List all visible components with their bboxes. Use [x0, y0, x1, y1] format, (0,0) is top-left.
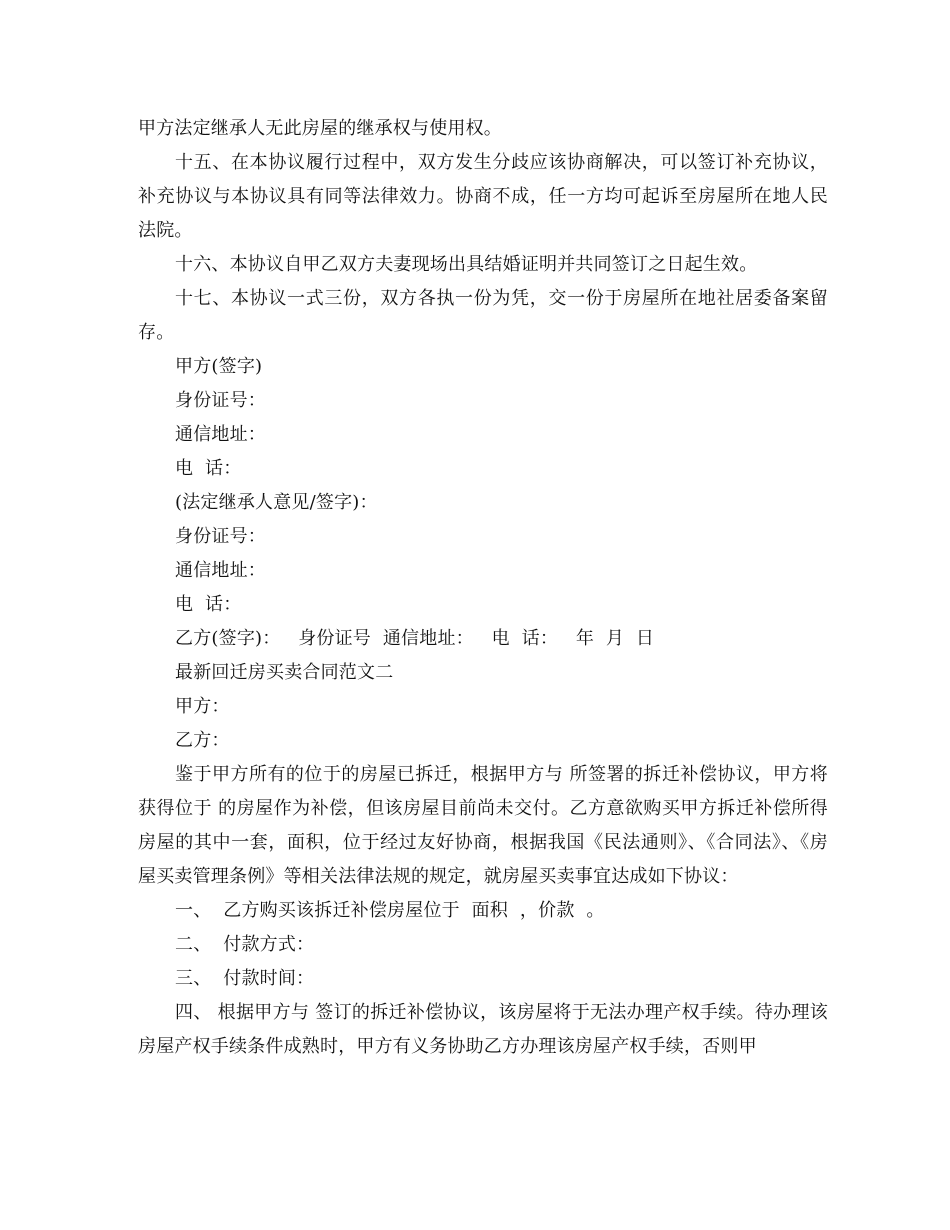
document-body: [138, 112, 828, 1064]
heir-opinion-label: (法定继承人意见/签字)：: [175, 492, 378, 513]
paragraph-clause-15: 十五、在本协议履行过程中，双方发生分歧应该协商解决，可以签订补充协议，补充协议与本协议具有同等法律效力。协商不成，任一方均可起诉至房屋所在地人民法院。: [138, 152, 828, 241]
party-a-label: 甲方：: [175, 696, 230, 717]
party-a-signature-label: 甲方(签字): [175, 356, 263, 377]
paragraph-article-4: 四、 根据甲方与 签订的拆迁补偿协议，该房屋将于无法办理产权手续。待办理该房屋产权手续条件成熟时，甲方有义务协助乙方办理该房屋产权手续，否则甲: [138, 1002, 828, 1057]
party-b-label: 乙方：: [175, 730, 230, 751]
heir-address-label: 通信地址：: [175, 560, 266, 581]
party-a-address-label: 通信地址：: [175, 424, 266, 445]
paragraph-article-3: 三、 付款时间：: [175, 968, 315, 989]
party-a-phone-label: 电 话：: [175, 458, 242, 479]
document-subtitle: 最新回迁房买卖合同范文二: [175, 662, 394, 683]
heir-phone-label: 电 话：: [175, 594, 242, 615]
paragraph-clause-16: 十六、本协议自甲乙双方夫妻现场出具结婚证明并共同签订之日起生效。: [175, 254, 758, 275]
paragraph-article-1: 一、 乙方购买该拆迁补偿房屋位于 面积 ，价款 。: [175, 900, 605, 921]
paragraph-clause-17: 十七、本协议一式三份，双方各执一份为凭，交一份于房屋所在地社居委备案留存。: [138, 288, 828, 343]
paragraph-inheritance-clause: 甲方法定继承人无此房屋的继承权与使用权。: [138, 118, 502, 139]
paragraph-preamble: 鉴于甲方所有的位于的房屋已拆迁，根据甲方与 所签署的拆迁补偿协议，甲方将获得位于 的房屋作为补偿，但该房屋目前尚未交付。乙方意欲购买甲方拆迁补偿所得房屋的其中一套，面积，位于经过友好协商，根据我国《民法通则》、《合同法》、《房屋买卖管理条例》等相关法律法规的规定，就房屋买卖事宜达成如下协议：: [138, 764, 828, 887]
paragraph-article-2: 二、 付款方式：: [175, 934, 315, 955]
heir-id-label: 身份证号：: [175, 526, 266, 547]
party-a-id-label: 身份证号：: [175, 390, 266, 411]
party-b-signature-line: 乙方(签字)： 身份证号 通信地址： 电 话： 年 月 日: [175, 628, 655, 649]
